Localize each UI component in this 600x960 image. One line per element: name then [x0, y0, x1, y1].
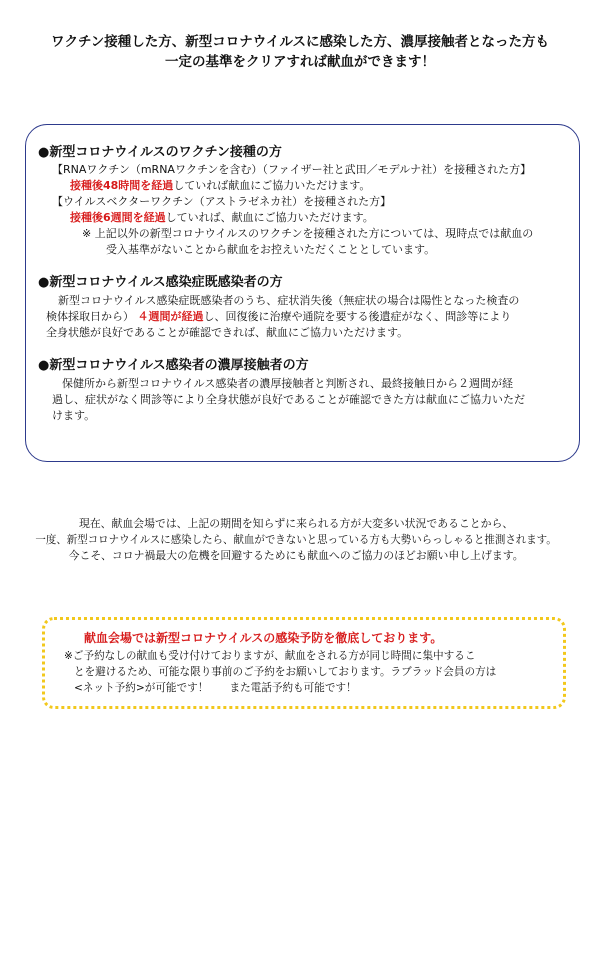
recovered-line-2-start: 検体採取日から） — [46, 310, 134, 323]
appeal-line-1: 現在、献血会場では、上記の期間を知らずに来られる方が大変多い状況であることから、 — [78, 517, 514, 530]
rna-vaccine-rule — [70, 178, 370, 194]
notice-line-3: <ネット予約>が可能です！ また電話予約も可能です！ — [74, 682, 357, 694]
appeal-line-3: 今こそ、コロナ禍最大の危機を回避するためにも献血へのご協力のほどお願い申し上げます。 — [68, 549, 524, 562]
notice-line-2: とを避けるため、可能な限り事前のご予約をお願いしております。ラブラッド会員の方は — [74, 666, 497, 678]
headline-line-1: ワクチン接種した方、新型コロナウイルスに感染した方、濃厚接触者となった方も — [50, 34, 549, 50]
recovered-line-1: 新型コロナウイルス感染症既感染者のうち、症状消失後（無症状の場合は陽性となった検査の — [58, 294, 520, 307]
viral-rule-text: していれば、献血にご協力いただけます。 — [165, 211, 374, 224]
viral-wait-period: 接種後6週間を経過 — [70, 211, 166, 224]
page-headline — [0, 32, 600, 72]
contact-line-3: けます。 — [52, 409, 96, 422]
vaccine-note-line-1: ※ 上記以外の新型コロナウイルスのワクチンを接種された方については、現時点では献血の — [82, 227, 534, 240]
rna-rule-text: していれば献血にご協力いただけます。 — [173, 179, 371, 192]
rna-wait-period: 接種後48時間を経過 — [70, 179, 174, 192]
vaccine-section-title: ●新型コロナウイルスのワクチン接種の方 — [38, 145, 282, 160]
notice-line-1: ※ご予約なしの献血も受け付けておりますが、献血をされる方が同じ時間に集中するこ — [64, 650, 476, 662]
recovered-section-title: ●新型コロナウイルス感染症既感染者の方 — [38, 275, 283, 290]
recovered-line-3: 全身状態が良好であることが確認できれば、献血にご協力いただけます。 — [46, 326, 409, 339]
contact-section-title: ●新型コロナウイルス感染者の濃厚接触者の方 — [38, 358, 309, 373]
contact-line-1: 保健所から新型コロナウイルス感染者の濃厚接触者と判断され、最終接触日から２週間が経 — [62, 377, 513, 390]
viral-vector-vaccine-rule — [70, 210, 374, 226]
contact-line-2: 過し、症状がなく問診等により全身状態が良好であることが確認できた方は献血にご協力いただ — [52, 393, 525, 406]
notice-title: 献血会場では新型コロナウイルスの感染予防を徹底しております。 — [84, 631, 443, 645]
recovered-line-2 — [46, 309, 511, 325]
viral-vector-vaccine-label: 【ウイルスベクターワクチン（アストラゼネカ社）を接種された方】 — [52, 195, 392, 208]
recovered-line-2-rest: し、回復後に治療や通院を要する後遺症がなく、問診等により — [203, 310, 512, 323]
headline-line-2: 一定の基準をクリアすれば献血ができます！ — [165, 54, 435, 70]
appeal-line-2: 一度、新型コロナウイルスに感染したら、献血ができないと思っている方も大勢いらっしゃると推測されます。 — [35, 534, 557, 546]
vaccine-note-line-2: 受入基準がないことから献血をお控えいただくこととしています。 — [106, 243, 436, 256]
rna-vaccine-label: 【RNAワクチン（mRNAワクチンを含む）（ファイザー社と武田／モデルナ社）を接種された方】 — [52, 163, 532, 176]
recovered-wait-period: ４週間が経過 — [137, 310, 204, 323]
